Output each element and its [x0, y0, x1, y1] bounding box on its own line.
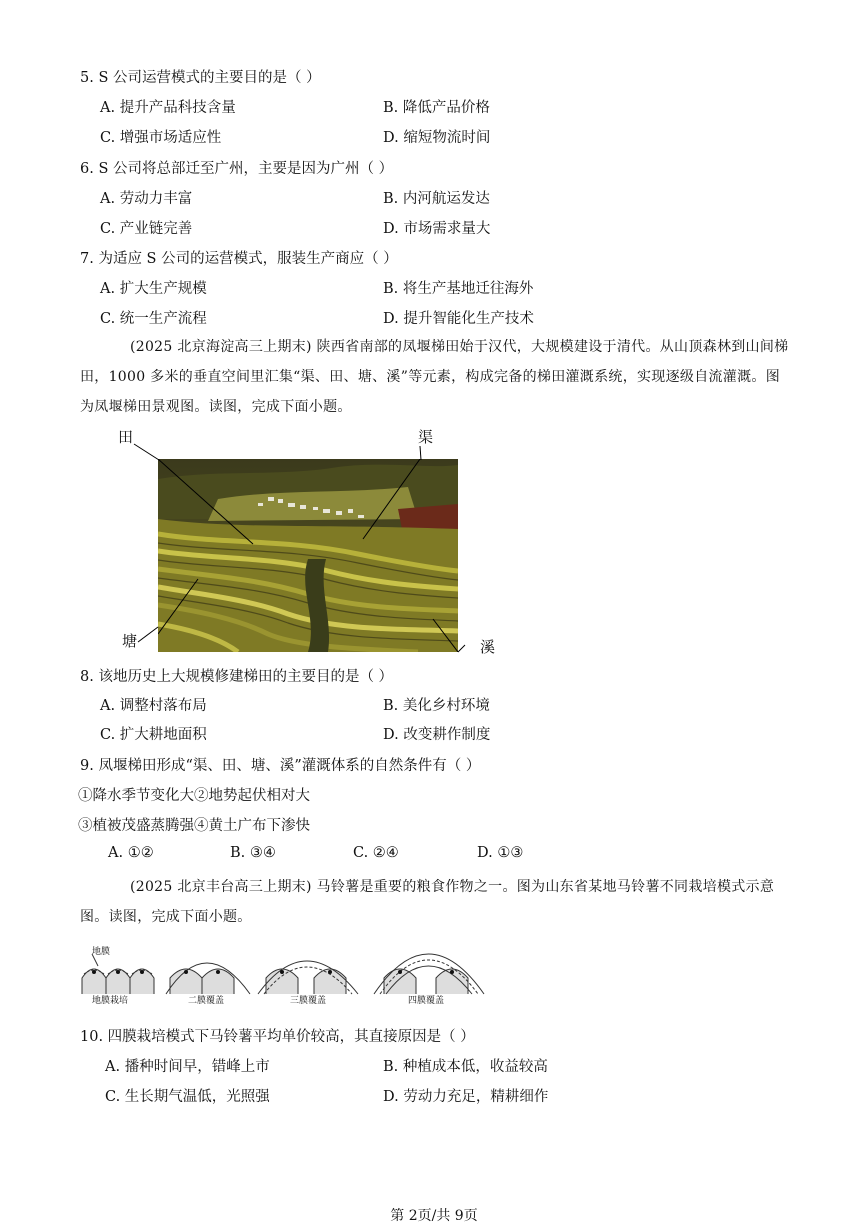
- q9-option-c: C. ②④: [353, 845, 399, 861]
- diagram-caption-3: 三膜覆盖: [290, 996, 327, 1006]
- q10-option-d: D. 劳动力充足，精耕细作: [383, 1089, 549, 1105]
- label-tian: 田: [118, 428, 134, 446]
- q7-stem: 7. 为适应 S 公司的运营模式，服装生产商应（ ）: [80, 251, 398, 267]
- q6-option-a: A. 劳动力丰富: [100, 191, 193, 207]
- q10-option-c: C. 生长期气温低，光照强: [105, 1089, 270, 1105]
- q10-option-b: B. 种植成本低，收益较高: [383, 1059, 548, 1075]
- label-xi: 溪: [480, 638, 496, 656]
- q8-option-a: A. 调整村落布局: [100, 698, 207, 714]
- passage-fengyan-terraces: (2025 北京海淀高三上期末) 陕西省南部的凤堰梯田始于汉代，大规模建设于清代。从山顶森林到山间梯田，1000 多米的垂直空间里汇集“渠、田、塘、溪”等元素，构成完备的梯田灌溉系统，实现逐级自流灌溉。图为凤堰梯田景观图。读图，完成下面小题。: [80, 339, 789, 415]
- potato-film-cultivation-diagram: [78, 932, 490, 1002]
- q5-stem: 5. S 公司运营模式的主要目的是（ ）: [80, 70, 321, 86]
- diagram-caption-4: 四膜覆盖: [408, 996, 445, 1006]
- q5-option-b: B. 降低产品价格: [383, 100, 490, 116]
- q8-option-d: D. 改变耕作制度: [383, 727, 491, 743]
- q7-option-d: D. 提升智能化生产技术: [383, 311, 534, 327]
- diagram-caption-2: 二膜覆盖: [188, 996, 225, 1006]
- q9-option-b: B. ③④: [230, 845, 276, 861]
- diagram-caption-1: 地膜栽培: [92, 996, 129, 1006]
- q5-option-c: C. 增强市场适应性: [100, 130, 222, 146]
- diagram-label-dimo: 地膜: [92, 947, 111, 957]
- q9-option-a: A. ①②: [108, 845, 154, 861]
- q10-option-a: A. 播种时间早，错峰上市: [105, 1059, 270, 1075]
- label-tang: 塘: [122, 632, 138, 650]
- q6-option-c: C. 产业链完善: [100, 221, 193, 237]
- page-number-footer: 第 2页/共 9页: [390, 1208, 478, 1224]
- q9-statements-2: ③植被茂盛蒸腾强④黄土广布下渗快: [78, 818, 310, 834]
- q7-option-a: A. 扩大生产规模: [100, 281, 207, 297]
- q5-option-a: A. 提升产品科技含量: [100, 100, 236, 116]
- photo-leader-lines: [130, 440, 475, 665]
- q7-option-b: B. 将生产基地迁往海外: [383, 281, 534, 297]
- q6-option-d: D. 市场需求量大: [383, 221, 491, 237]
- q9-statements-1: ①降水季节变化大②地势起伏相对大: [78, 788, 310, 804]
- q8-option-c: C. 扩大耕地面积: [100, 727, 207, 743]
- q8-option-b: B. 美化乡村环境: [383, 698, 490, 714]
- q7-option-c: C. 统一生产流程: [100, 311, 207, 327]
- q6-option-b: B. 内河航运发达: [383, 191, 490, 207]
- label-qu: 渠: [418, 428, 434, 446]
- q9-stem: 9. 凤堰梯田形成“渠、田、塘、溪”灌溉体系的自然条件有（ ）: [80, 758, 481, 774]
- q9-option-d: D. ①③: [477, 845, 524, 861]
- q8-stem: 8. 该地历史上大规模修建梯田的主要目的是（ ）: [80, 669, 394, 685]
- q10-stem: 10. 四膜栽培模式下马铃薯平均单价较高，其直接原因是（ ）: [80, 1029, 475, 1045]
- q6-stem: 6. S 公司将总部迁至广州，主要是因为广州（ ）: [80, 161, 394, 177]
- passage-potato-cultivation: (2025 北京丰台高三上期末) 马铃薯是重要的粮食作物之一。图为山东省某地马铃薯不同栽培模式示意图。读图，完成下面小题。: [80, 879, 775, 925]
- q5-option-d: D. 缩短物流时间: [383, 130, 491, 146]
